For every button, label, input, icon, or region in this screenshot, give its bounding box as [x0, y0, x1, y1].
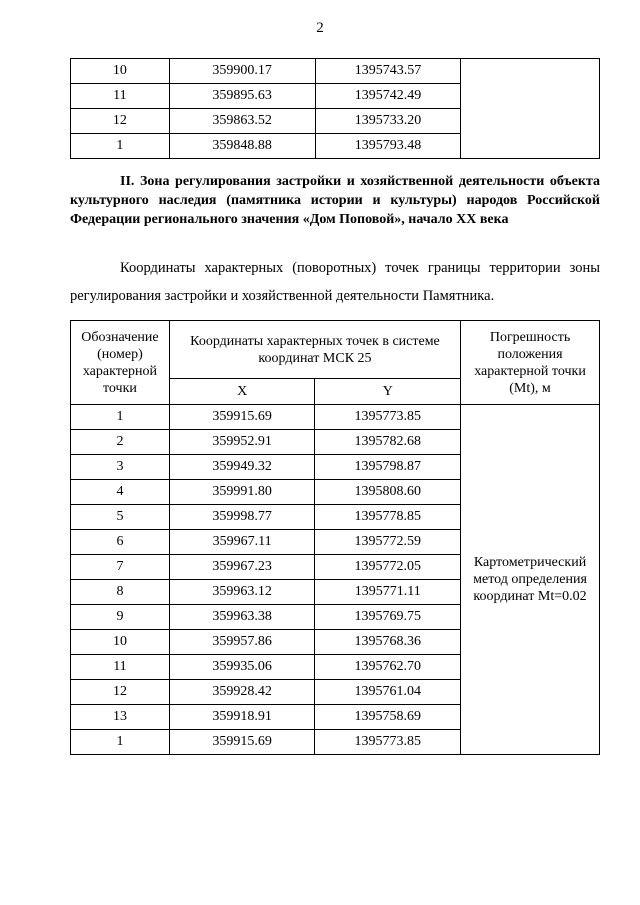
coord-x: 359949.32: [169, 455, 315, 480]
coord-y: 1395772.59: [315, 530, 461, 555]
coord-x: 359928.42: [169, 680, 315, 705]
point-number: 1: [71, 134, 170, 159]
coord-x: 359998.77: [169, 505, 315, 530]
accuracy-note: Картометрический метод определения координат Mt=0.02: [461, 405, 600, 755]
coord-y: 1395758.69: [315, 705, 461, 730]
point-number: 1: [71, 730, 170, 755]
coord-y: 1395769.75: [315, 605, 461, 630]
coord-y: 1395773.85: [315, 730, 461, 755]
coord-y: 1395773.85: [315, 405, 461, 430]
point-number: 6: [71, 530, 170, 555]
coord-y: 1395782.68: [315, 430, 461, 455]
coord-y: 1395778.85: [315, 505, 461, 530]
point-number: 11: [71, 655, 170, 680]
coord-x: 359915.69: [169, 730, 315, 755]
section-title: II. Зона регулирования застройки и хозяйственной деятельности объекта культурного наследия (памятника истории и культуры) народов Российской Федерации регионального значения «Дом Поповой», начало XX века: [70, 174, 600, 227]
coord-x: 359967.11: [169, 530, 315, 555]
point-number: 3: [71, 455, 170, 480]
empty-note-cell: [461, 59, 600, 159]
header-coordinates: Координаты характерных точек в системе координат МСК 25: [169, 321, 460, 379]
point-number: 10: [71, 630, 170, 655]
point-number: 8: [71, 580, 170, 605]
header-x: X: [169, 379, 315, 405]
coord-y: 1395743.57: [315, 59, 461, 84]
point-number: 7: [71, 555, 170, 580]
point-number: 11: [71, 84, 170, 109]
point-number: 5: [71, 505, 170, 530]
coord-y: 1395771.11: [315, 580, 461, 605]
coord-y: 1395742.49: [315, 84, 461, 109]
coord-x: 359918.91: [169, 705, 315, 730]
coord-x: 359991.80: [169, 480, 315, 505]
point-number: 9: [71, 605, 170, 630]
page-number: 2: [316, 20, 324, 36]
coord-x: 359895.63: [169, 84, 315, 109]
header-error: Погрешность положения характерной точки (Mt), м: [461, 321, 600, 405]
coord-y: 1395768.36: [315, 630, 461, 655]
coord-x: 359915.69: [169, 405, 315, 430]
coord-x: 359863.52: [169, 109, 315, 134]
coord-y: 1395772.05: [315, 555, 461, 580]
coord-y: 1395761.04: [315, 680, 461, 705]
section-intro: Координаты характерных (поворотных) точек границы территории зоны регулирования застройки и хозяйственной деятельности Памятника.: [70, 260, 600, 304]
point-number: 12: [71, 680, 170, 705]
header-y: Y: [315, 379, 461, 405]
coord-y: 1395798.87: [315, 455, 461, 480]
coord-x: 359967.23: [169, 555, 315, 580]
top-coordinates-table: [70, 58, 600, 159]
point-number: 13: [71, 705, 170, 730]
point-number: 2: [71, 430, 170, 455]
point-number: 12: [71, 109, 170, 134]
point-number: 10: [71, 59, 170, 84]
coord-x: 359957.86: [169, 630, 315, 655]
table-row: [71, 59, 600, 84]
coord-y: 1395733.20: [315, 109, 461, 134]
coord-y: 1395762.70: [315, 655, 461, 680]
coord-y: 1395808.60: [315, 480, 461, 505]
coord-x: 359963.38: [169, 605, 315, 630]
main-coordinates-table: [70, 320, 600, 755]
coord-y: 1395793.48: [315, 134, 461, 159]
coord-x: 359848.88: [169, 134, 315, 159]
coord-x: 359963.12: [169, 580, 315, 605]
coord-x: 359952.91: [169, 430, 315, 455]
coord-x: 359935.06: [169, 655, 315, 680]
coord-x: 359900.17: [169, 59, 315, 84]
table-row: [71, 405, 600, 430]
point-number: 4: [71, 480, 170, 505]
point-number: 1: [71, 405, 170, 430]
header-designation: Обозначение (номер) характерной точки: [71, 321, 170, 405]
